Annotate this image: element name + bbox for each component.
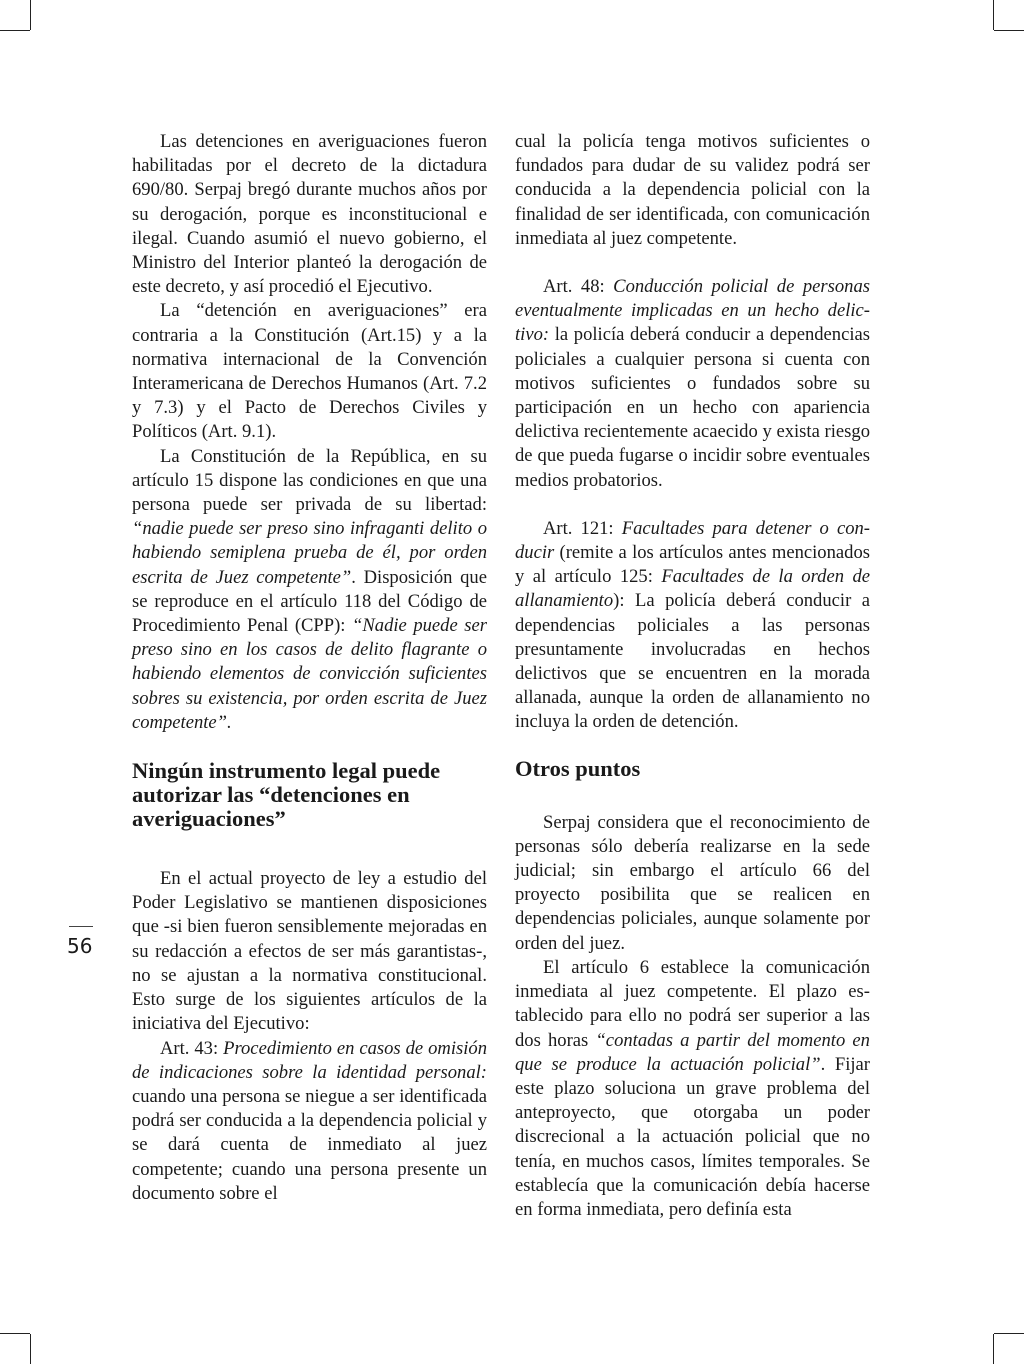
section-heading: Otros puntos [515,755,641,781]
constitution-quote: “nadie puede ser preso sino infraganti delito o habiendo semiplena prueba de él, por orden escrita de Juez competente” [132,518,487,588]
paragraph: cual la policía tenga motivos suficientes o fundados para dudar de su validez podrá ser conducida a la dependencia policial con la finalidad de ser identificada, con comunicación inmediata al juez competente. [515,131,870,249]
section-heading: Ningún instrumento legal puede autorizar las “detenciones en averiguaciones” [132,758,441,832]
paragraph [132,445,487,735]
text-run: . Disposición que se reproduce en el artículo 118 del Código de Procedimiento Penal (CPP): [132,566,487,637]
crop-mark-bottom-left-h [0,1333,30,1334]
crop-mark-top-left-v [30,0,31,30]
text-run: la policía deberá conducir a dependencias policiales a cualquier persona si cuenta con motivos suficientes o fundados sobre su participación en un hecho con apariencia delictiva recientemente acaecido y exista riesgo de que pueda fugarse o incidir sobre eventuales medios probatorios. [515,324,870,491]
crop-mark-bottom-right-v [993,1334,994,1364]
crop-mark-bottom-right-h [994,1333,1024,1334]
quote: “contadas a partir del momento en que se produce la actuación policial” [515,1029,870,1075]
article-title: Facultades para detener o conducir [515,517,870,564]
text-run: El artículo 6 establece la comunicación inmediata al juez competente. El plazo establecido para ello no podrá ser superior a las dos horas [515,956,870,1051]
text-run: (remite a los artículos antes mencionados y al artículo 125: [515,542,870,588]
text-run: cuando una persona se niegue a ser identificada podrá ser conducida a la dependencia policial y se dará cuenta de inmediato al juez competente; cuando una persona presente un documento sobre el [132,1085,487,1204]
paragraph: La “detención en averiguaciones” era contraria a la Constitución (Art.15) y a la normativa internacional de la Convención Interamericana de Derechos Humanos (Art. 7.2 y 7.3) y el Pacto de Derechos Civiles y Políticos (Art. 9.1). [132,300,487,443]
paragraph [132,1037,487,1206]
right-column [515,130,870,1222]
crop-mark-top-left-h [0,30,30,31]
paragraph [515,275,870,493]
crop-mark-top-right-h [994,30,1024,31]
text-run: Art. 121: [543,517,622,539]
folio-rule [69,926,93,927]
paragraph: Las detenciones en averiguaciones fueron habilitadas por el decreto de la dictadura 690/80. Serpaj bregó durante muchos años por su derogación, porque es inconstitucional e ilegal. Cuando asumió el nuevo gobierno, el Ministro del Interior planteó la derogación de este decreto, y así procedió el Ejecutivo. [132,131,487,298]
left-column [132,130,487,1206]
article-title: Conducción policial de personas eventualmente implicadas en un hecho delictivo: [515,276,870,346]
text-run: ): La policía deberá conducir a dependencias policiales a las personas presuntamente involucradas en hechos delictivos que se encuentren en la morada allanada, aunque la orden de allanamiento no incluya la orden de detención. [515,590,870,733]
article-title: Procedimiento en casos de omisión de indicaciones sobre la identidad personal: [132,1037,487,1083]
text-run: . Fijar este plazo soluciona un grave problema del anteproyecto, que otorgaba un poder discrecional a la actuación policial que no tenía, en muchos casos, límites temporales. Se establecía que la comunicación debía hacerse en forma inmediata, pero definía esta [515,1053,870,1220]
cpp-quote: “Nadie puede ser preso sino en los casos de delito flagrante o habiendo elementos de convicción suficientes sobres su existencia, por orden escrita de Juez competente”. [132,615,487,733]
text-run: Art. 48: [543,276,614,298]
text-run: La Constitución de la República, en su artículo 15 dispone las condiciones en que una persona puede ser privada de su libertad: [132,445,487,516]
paragraph: En el actual proyecto de ley a estudio del Poder Legislativo se mantienen disposiciones que -si bien fueron sensiblemente mejoradas en su redacción a efectos de ser más garantistas-, no se ajustan a la normativa constitucional. Esto surge de los siguientes artículos de la iniciativa del Ejecutivo: [132,868,487,1035]
paragraph [515,517,870,735]
text-run: Art. 43: [160,1037,224,1059]
article-title: Facultades de la orden de allanamiento [515,566,870,612]
page-number: 56 [67,934,93,958]
crop-mark-top-right-v [993,0,994,30]
paragraph [515,956,870,1222]
crop-mark-bottom-left-v [30,1334,31,1364]
paragraph: Serpaj considera que el reconocimiento de personas sólo debería realizarse en la sede judicial; sin embargo el artículo 66 del proyecto posibilita que se realicen en dependencias policiales, aunque solamente por orden del juez. [515,811,870,954]
